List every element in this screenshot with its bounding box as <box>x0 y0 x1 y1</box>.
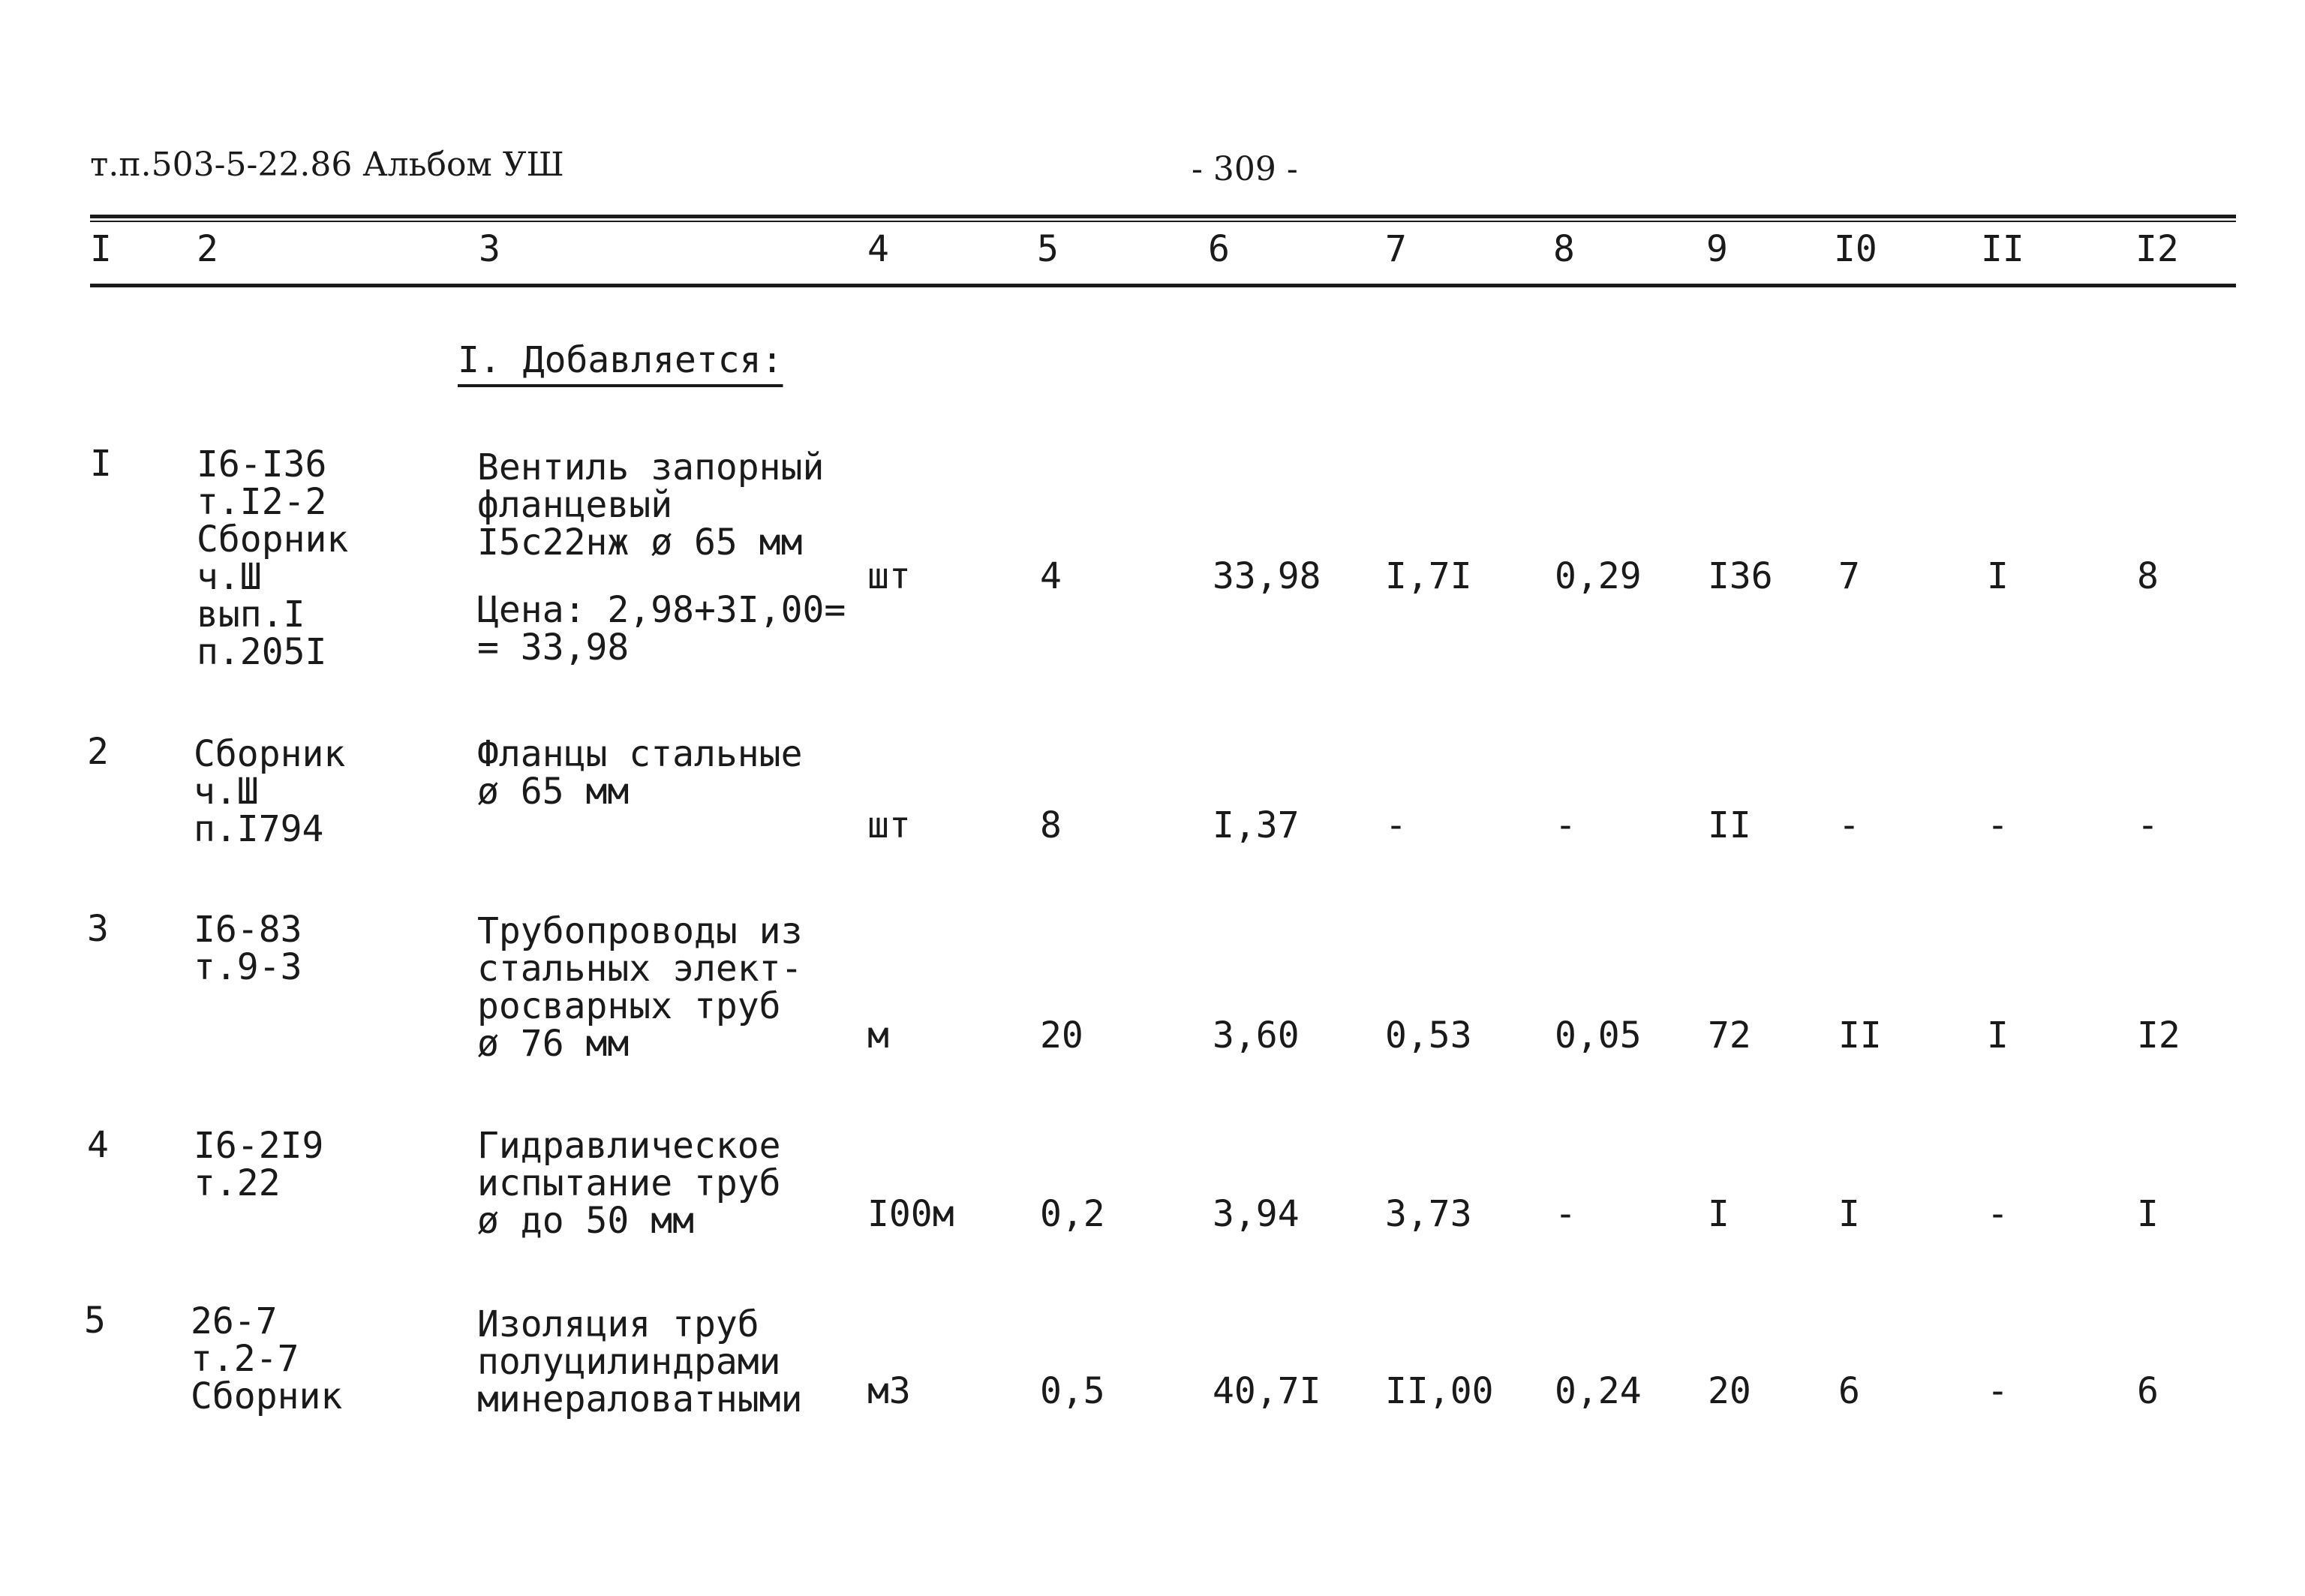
page-number: - 309 - <box>1192 150 1298 188</box>
row-3-name: Трубопроводы из стальных элект- росварных труб ø 76 мм <box>477 910 803 1065</box>
row-4-col10: I <box>1838 1193 1860 1235</box>
row-5-col8: 0,24 <box>1555 1370 1642 1412</box>
column-number-1: I <box>90 228 112 270</box>
row-5-code: 26-7 т.2-7 Сборник <box>191 1300 343 1417</box>
row-2-col12: - <box>2137 804 2159 846</box>
row-3-code: I6-83 т.9-3 <box>194 909 302 988</box>
row-5-col9: 20 <box>1708 1370 1751 1412</box>
row-4-name: Гидравлическое испытание труб ø до 50 мм <box>477 1125 781 1242</box>
header-top-rule-second <box>90 221 2236 222</box>
row-5-name: Изоляция труб полуцилиндрами минераловатными <box>477 1303 803 1420</box>
row-1-col7: I,7I <box>1385 555 1472 597</box>
row-2-code: Сборник ч.Ш п.I794 <box>194 733 346 850</box>
column-number-12: I2 <box>2135 228 2179 270</box>
row-3-col8: 0,05 <box>1555 1014 1642 1056</box>
column-number-9: 9 <box>1706 228 1728 270</box>
header-bottom-rule <box>90 284 2236 287</box>
row-3-col9: 72 <box>1708 1014 1751 1056</box>
row-2-col8: - <box>1555 804 1576 846</box>
row-5-number: 5 <box>84 1300 106 1342</box>
row-3-col10: II <box>1838 1014 1882 1056</box>
row-2-quantity: 8 <box>1040 804 1062 846</box>
row-5-unit: м3 <box>867 1370 911 1412</box>
row-4-price: 3,94 <box>1213 1193 1300 1235</box>
row-1-code: I6-I36 т.I2-2 Сборник ч.Ш вып.I п.205I <box>197 443 349 673</box>
column-number-7: 7 <box>1385 228 1407 270</box>
row-2-col11: - <box>1987 804 2009 846</box>
row-2-col7: - <box>1385 804 1407 846</box>
column-number-5: 5 <box>1037 228 1059 270</box>
document-reference: т.п.503-5-22.86 Альбом УШ <box>90 146 564 184</box>
row-3-price: 3,60 <box>1213 1014 1300 1056</box>
column-number-11: II <box>1981 228 2024 270</box>
row-2-price: I,37 <box>1213 804 1300 846</box>
row-3-col11: I <box>1987 1014 2009 1056</box>
row-1-name: Вентиль запорный фланцевый I5с22нж ø 65 мм <box>477 446 825 564</box>
row-4-code: I6-2I9 т.22 <box>194 1125 324 1204</box>
row-3-col7: 0,53 <box>1385 1014 1472 1056</box>
row-1-col10: 7 <box>1838 555 1860 597</box>
row-4-unit: I00м <box>867 1193 954 1235</box>
row-4-col7: 3,73 <box>1385 1193 1472 1235</box>
row-4-col11: - <box>1987 1193 2009 1235</box>
row-4-col9: I <box>1708 1193 1730 1235</box>
row-5-col10: 6 <box>1838 1370 1860 1412</box>
row-2-col9: II <box>1708 804 1751 846</box>
row-3-number: 3 <box>87 908 109 950</box>
row-4-quantity: 0,2 <box>1040 1193 1105 1235</box>
column-number-4: 4 <box>867 228 889 270</box>
row-5-quantity: 0,5 <box>1040 1370 1105 1412</box>
row-3-col12: I2 <box>2137 1014 2180 1056</box>
column-number-10: I0 <box>1834 228 1877 270</box>
header-top-rule <box>90 215 2236 218</box>
row-1-price: 33,98 <box>1213 555 1321 597</box>
column-number-3: 3 <box>479 228 500 270</box>
row-3-unit: м <box>867 1014 889 1056</box>
row-2-name: Фланцы стальные ø 65 мм <box>477 733 803 813</box>
row-1-col9: I36 <box>1708 555 1773 597</box>
column-number-2: 2 <box>197 228 218 270</box>
row-1-col8: 0,29 <box>1555 555 1642 597</box>
row-2-unit: шт <box>867 804 911 846</box>
row-4-number: 4 <box>87 1124 109 1166</box>
column-number-8: 8 <box>1553 228 1575 270</box>
column-number-6: 6 <box>1208 228 1230 270</box>
row-5-col11: - <box>1987 1370 2009 1412</box>
row-5-price: 40,7I <box>1213 1370 1321 1412</box>
row-1-col12: 8 <box>2137 555 2159 597</box>
row-3-quantity: 20 <box>1040 1014 1083 1056</box>
row-5-col12: 6 <box>2137 1370 2159 1412</box>
row-1-quantity: 4 <box>1040 555 1062 597</box>
row-4-col8: - <box>1555 1193 1576 1235</box>
row-2-number: 2 <box>87 731 109 773</box>
row-5-col7: II,00 <box>1385 1370 1494 1412</box>
section-title: I. Добавляется: <box>458 339 783 381</box>
row-1-unit: шт <box>867 555 911 597</box>
row-2-col10: - <box>1838 804 1860 846</box>
row-1-number: I <box>90 443 112 485</box>
row-1-col11: I <box>1987 555 2009 597</box>
row-1-price-note: Цена: 2,98+3I,00= = 33,98 <box>477 589 846 669</box>
row-4-col12: I <box>2137 1193 2159 1235</box>
